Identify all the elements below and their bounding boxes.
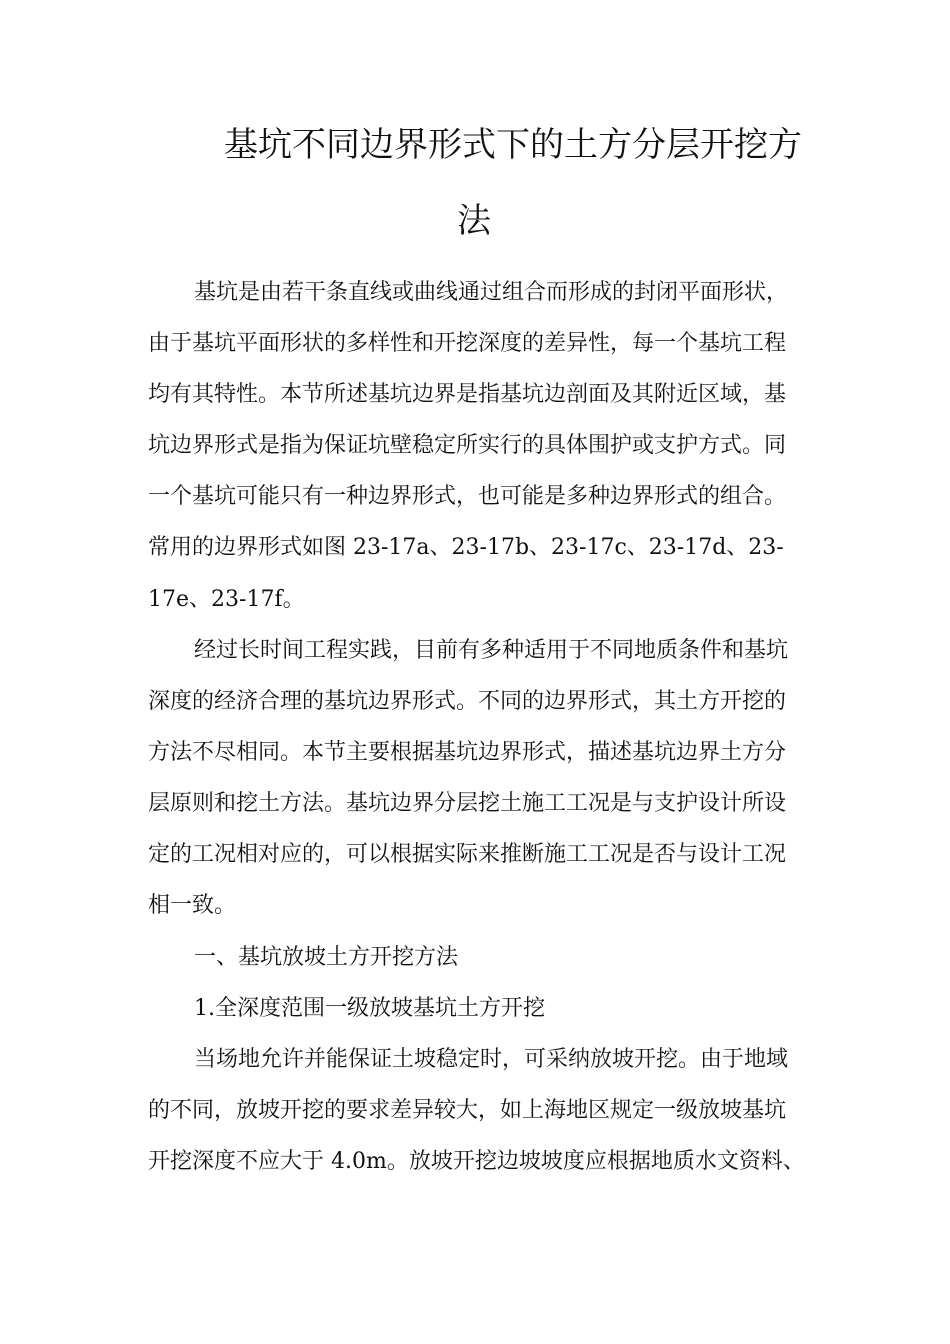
subsection-heading: 1.全深度范围一级放坡基坑土方开挖 xyxy=(194,996,545,1021)
paragraph-line: 深度的经济合理的基坑边界形式。不同的边界形式，其土方开挖的 xyxy=(148,689,787,714)
paragraph-line: 由于基坑平面形状的多样性和开挖深度的差异性，每一个基坑工程 xyxy=(148,331,787,356)
section-heading: 一、基坑放坡土方开挖方法 xyxy=(194,945,459,970)
paragraph-line: 常用的边界形式如图 23-17a、23-17b、23-17c、23-17d、23- xyxy=(148,535,784,560)
paragraph-line: 相一致。 xyxy=(148,893,237,918)
paragraph-line: 一个基坑可能只有一种边界形式，也可能是多种边界形式的组合。 xyxy=(148,484,787,509)
paragraph-line: 经过长时间工程实践，目前有多种适用于不同地质条件和基坑 xyxy=(194,638,789,663)
paragraph-line: 17e、23-17f。 xyxy=(148,587,305,612)
paragraph-line: 层原则和挖土方法。基坑边界分层挖土施工工况是与支护设计所设 xyxy=(148,791,787,816)
paragraph-line: 当场地允许并能保证土坡稳定时，可采纳放坡开挖。由于地域 xyxy=(194,1047,789,1072)
document-title-line-2: 法 xyxy=(457,201,491,241)
paragraph-line: 定的工况相对应的，可以根据实际来推断施工工况是否与设计工况 xyxy=(148,842,787,867)
paragraph-line: 开挖深度不应大于 4.0m。放坡开挖边坡坡度应根据地质水文资料、 xyxy=(148,1149,805,1174)
paragraph-line: 的不同，放坡开挖的要求差异较大，如上海地区规定一级放坡基坑 xyxy=(148,1098,787,1123)
paragraph-line: 方法不尽相同。本节主要根据基坑边界形式，描述基坑边界土方分 xyxy=(148,740,787,765)
document-title-line-1: 基坑不同边界形式下的土方分层开挖方 xyxy=(224,125,802,165)
paragraph-line: 均有其特性。本节所述基坑边界是指基坑边剖面及其附近区域，基 xyxy=(148,382,787,407)
paragraph-line: 坑边界形式是指为保证坑壁稳定所实行的具体围护或支护方式。同 xyxy=(148,433,787,458)
paragraph-line: 基坑是由若干条直线或曲线通过组合而形成的封闭平面形状， xyxy=(194,280,789,305)
